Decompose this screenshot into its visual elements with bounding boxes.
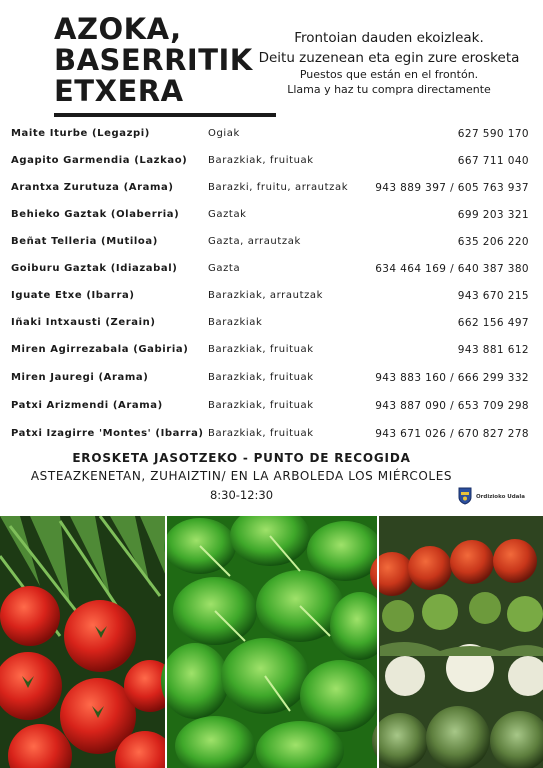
pickup-title: EROSKETA JASOTZEKO - PUNTO DE RECOGIDA	[72, 451, 411, 465]
producer-products: Barazki, fruitu, arrautzak	[208, 182, 349, 193]
producer-row	[0, 257, 543, 283]
producer-products: Barazkiak, fruituak	[208, 400, 314, 411]
producer-row	[0, 284, 543, 310]
producer-products: Barazkiak	[208, 317, 263, 328]
producer-name: Patxi Arizmendi (Arama)	[11, 400, 163, 411]
producer-phone: 943 671 026 / 670 827 278	[375, 428, 529, 440]
page-title	[54, 14, 253, 107]
producer-name: Miren Jauregi (Arama)	[11, 372, 149, 383]
producer-name: Behieko Gaztak (Olaberria)	[11, 209, 180, 220]
title-line-3: ETXERA	[54, 74, 184, 108]
producer-phone: 943 883 160 / 666 299 332	[375, 372, 529, 384]
producer-phone: 667 711 040	[457, 155, 529, 167]
intro-spanish-1: Puestos que están en el frontón.	[299, 68, 479, 81]
producer-row	[0, 230, 543, 256]
producer-phone: 943 670 215	[457, 290, 529, 302]
lettuce-photo	[161, 516, 390, 768]
pumpkins-and-cabbages-photo	[370, 516, 543, 768]
producer-row	[0, 203, 543, 229]
producer-name: Agapito Garmendia (Lazkao)	[11, 155, 188, 166]
producer-products: Barazkiak, arrautzak	[208, 290, 324, 301]
producer-phone: 699 203 321	[457, 209, 529, 221]
producer-name: Miren Agirrezabala (Gabiria)	[11, 344, 189, 355]
producer-row	[0, 422, 543, 448]
producer-name: Goiburu Gaztak (Idiazabal)	[11, 263, 178, 274]
title-line-1: AZOKA,	[54, 12, 182, 46]
producer-name: Iguate Etxe (Ibarra)	[11, 290, 135, 301]
producer-row	[0, 311, 543, 337]
producer-products: Barazkiak, fruituak	[208, 372, 314, 383]
photo-divider	[165, 516, 167, 768]
title-line-2: BASERRITIK	[54, 43, 253, 77]
pickup-schedule: ASTEAZKENETAN, ZUHAIZTIN/ EN LA ARBOLEDA LOS MIÉRCOLES	[30, 469, 453, 483]
producer-phone: 635 206 220	[457, 236, 529, 248]
producer-phone: 943 887 090 / 653 709 298	[375, 400, 529, 412]
producer-products: Barazkiak, fruituak	[208, 344, 314, 355]
intro-basque-2: Deitu zuzenean eta egin zure erosketa	[258, 50, 520, 66]
producer-name: Maite Iturbe (Legazpi)	[11, 128, 150, 139]
producer-products: Gaztak	[208, 209, 247, 220]
producer-row	[0, 176, 543, 202]
intro-spanish-2: Llama y haz tu compra directamente	[287, 83, 491, 96]
tomatoes-photo	[0, 516, 176, 768]
intro-basque-1: Frontoian dauden ekoizleak.	[294, 30, 484, 46]
producer-products: Barazkiak, fruituak	[208, 155, 314, 166]
producer-products: Gazta, arrautzak	[208, 236, 301, 247]
producer-phone: 627 590 170	[457, 128, 529, 140]
producer-products: Ogiak	[208, 128, 240, 139]
producer-name: Patxi Izagirre 'Montes' (Ibarra)	[11, 428, 204, 439]
title-underline	[54, 113, 276, 117]
producer-row	[0, 122, 543, 148]
producer-products: Barazkiak, fruituak	[208, 428, 314, 439]
producer-phone: 662 156 497	[457, 317, 529, 329]
producer-row	[0, 149, 543, 175]
vegetable-photos	[0, 516, 543, 768]
photo-divider	[377, 516, 379, 768]
producer-phone: 943 881 612	[457, 344, 529, 356]
producer-row	[0, 366, 543, 392]
town-logo-label: Ordizioko Udala	[476, 494, 525, 500]
producer-phone: 634 464 169 / 640 387 380	[375, 263, 529, 275]
producer-name: Iñaki Intxausti (Zerain)	[11, 317, 156, 328]
producer-name: Beñat Telleria (Mutiloa)	[11, 236, 158, 247]
producer-products: Gazta	[208, 263, 241, 274]
producer-name: Arantxa Zurutuza (Arama)	[11, 182, 174, 193]
producer-row	[0, 338, 543, 364]
producer-row	[0, 394, 543, 420]
producer-phone: 943 889 397 / 605 763 937	[375, 182, 529, 194]
pickup-time: 8:30-12:30	[209, 488, 274, 502]
vegetable-photo-strip	[0, 516, 543, 768]
town-shield-icon	[458, 487, 472, 505]
